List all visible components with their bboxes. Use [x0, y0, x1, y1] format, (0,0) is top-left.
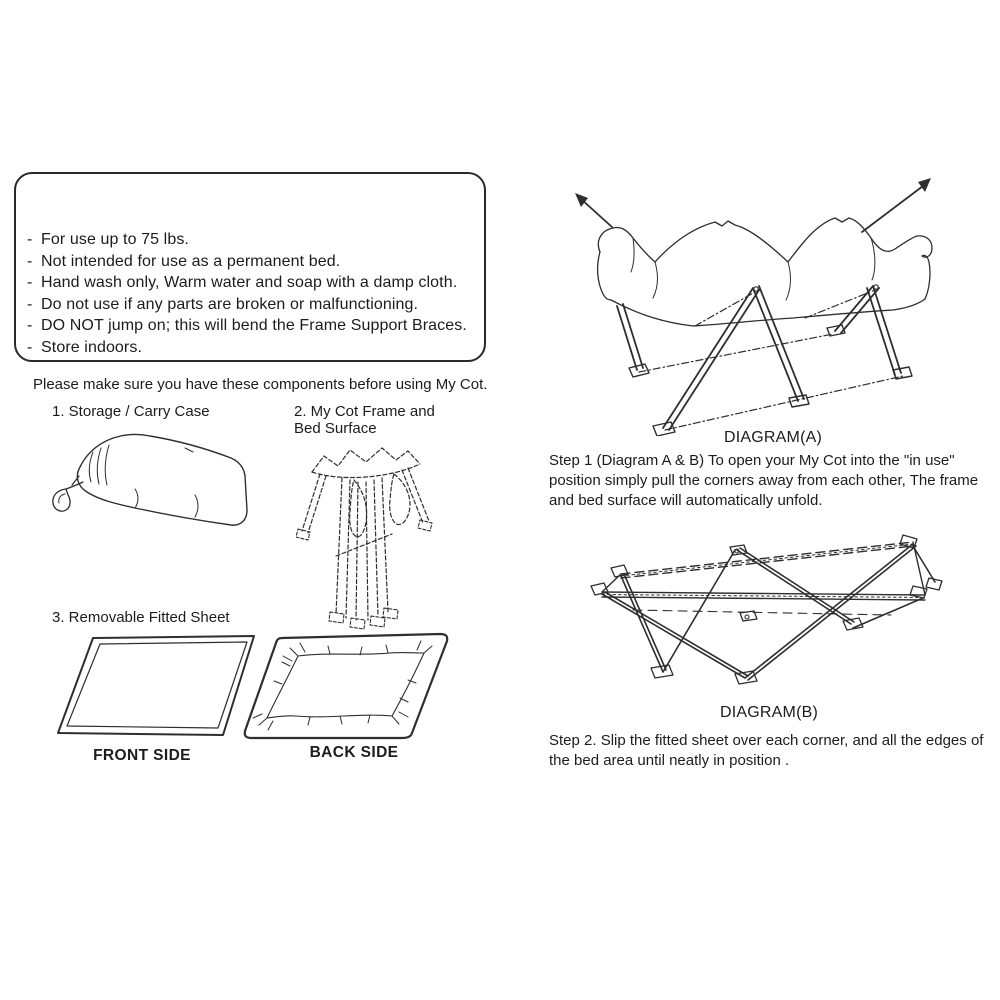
- front-cross-brace: [633, 610, 891, 615]
- leg-feet: [651, 618, 863, 684]
- warning-list: [27, 229, 477, 359]
- warning-text: DO NOT jump on; this will bend the Frame Support Braces.: [41, 317, 467, 335]
- hinge-points: [754, 285, 878, 291]
- warning-text: Store indoors.: [41, 338, 143, 356]
- item2-frame-bed-surface-label: [294, 403, 435, 437]
- step1-line: and bed surface will automatically unfold.: [549, 491, 823, 509]
- warning-item: [27, 229, 477, 251]
- diagram-b-illustration: [555, 522, 995, 700]
- list-dash-marker: -: [27, 295, 33, 313]
- warning-item: [27, 337, 477, 359]
- carry-case-body: [77, 435, 247, 526]
- components-intro: Please make sure you have these components before using My Cot.: [33, 376, 488, 393]
- warning-text: Not intended for use as a permanent bed.: [41, 252, 341, 270]
- list-dash-marker: -: [27, 338, 33, 356]
- fitted-sheet-front-illustration: [50, 630, 265, 742]
- folded-fabric-surface: [598, 218, 932, 326]
- pull-arrow-right-icon: [862, 178, 931, 232]
- warning-item: [27, 251, 477, 273]
- support-braces: [639, 290, 903, 430]
- list-dash-marker: -: [27, 252, 33, 270]
- folded-frame-lines: [302, 448, 429, 620]
- leg-feet: [629, 325, 912, 436]
- item3-removable-fitted-sheet-label: 3. Removable Fitted Sheet: [52, 609, 230, 626]
- folded-frame-illustration: [296, 438, 438, 634]
- step2-line: the bed area until neatly in position .: [549, 751, 790, 769]
- carry-case-illustration: [35, 424, 260, 546]
- diagram-a-caption: DIAGRAM(A): [724, 429, 822, 446]
- warning-item: [27, 272, 477, 294]
- fitted-sheet-back-illustration: [240, 626, 455, 744]
- bed-frame-rails: [602, 542, 925, 600]
- list-dash-marker: -: [27, 231, 33, 248]
- list-dash-marker: -: [27, 274, 33, 292]
- step1-line: Step 1 (Diagram A & B) To open your My Cot into the "in use": [549, 452, 955, 469]
- item2-label-line2: Bed Surface: [294, 420, 377, 437]
- item1-storage-carry-case-label: 1. Storage / Carry Case: [52, 403, 210, 420]
- step2-text: [549, 731, 1000, 771]
- pull-arrow-left-icon: [575, 193, 612, 227]
- warning-item: [27, 315, 477, 337]
- step2-line: Step 2. Slip the fitted sheet over each corner, and all the edges of: [549, 732, 984, 749]
- back-sheet-outline: [245, 634, 447, 738]
- back-side-caption: BACK SIDE: [309, 744, 399, 761]
- leg-braces: [602, 544, 935, 680]
- list-dash-marker: -: [27, 317, 33, 335]
- diagram-a-illustration: [555, 168, 995, 436]
- warning-text: Do not use if any parts are broken or malfunctioning.: [41, 295, 419, 313]
- diagram-b-caption: DIAGRAM(B): [720, 704, 818, 721]
- step1-line: position simply pull the corners away from each other, The frame: [549, 471, 979, 489]
- warning-item: [27, 294, 477, 316]
- front-side-caption: FRONT SIDE: [93, 747, 191, 764]
- warning-text: Hand wash only, Warm water and soap with a damp cloth.: [41, 274, 458, 292]
- folded-frame-feet: [296, 520, 432, 629]
- front-sheet-outline: [58, 636, 254, 735]
- item2-label-line1: 2. My Cot Frame and: [294, 403, 435, 420]
- step1-text: [549, 451, 1000, 510]
- warning-text: For use up to 75 lbs.: [41, 231, 189, 248]
- scissor-legs: [617, 286, 901, 430]
